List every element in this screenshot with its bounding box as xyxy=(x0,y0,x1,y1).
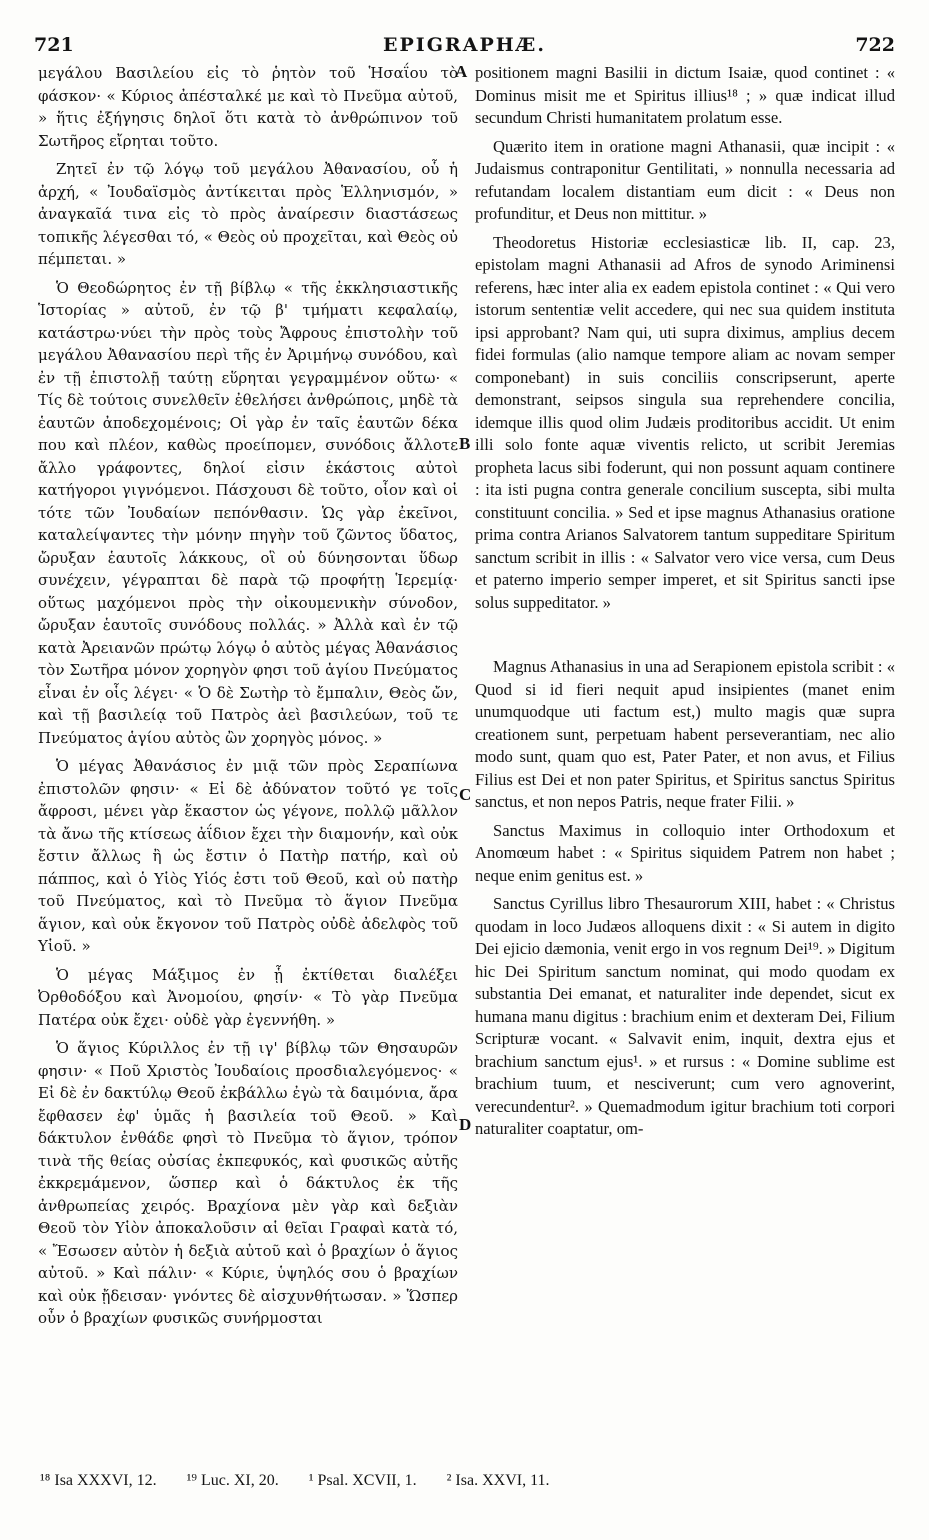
margin-letter-b: B xyxy=(459,434,471,453)
greek-paragraph: Ὁ μέγας Μάξιμος ἐν ᾗ ἐκτίθεται διαλέξει Ὀρθοδόξου καὶ Ἀνομοίου, φησίν· « Τὸ γὰρ Πνεῦμα Πατέρα οὐκ ἔχει· οὐδὲ γὰρ ἐγεννήθη. » xyxy=(38,965,458,1029)
footnote: ² Isa. XXVI, 11. xyxy=(446,1472,550,1489)
page-number-right: 722 xyxy=(855,34,895,56)
page-header xyxy=(34,34,895,64)
latin-paragraph: Theodoretus Historiæ ecclesiasticæ lib. II, cap. 23, epistolam magni Athanasii ad Afros de synodo Ariminensi referens, hæc inter alia ex eadem epistola continet : « Qui vero istorum sententiæ velit accedere, qui nec sua quidem instituta ipsi approbant? Nam qui, uti supra diximus, amplius decem fidei formulas (alio namque tempore aliam ac novam semper componebant) in suis conciliis conscripserunt, aperte demonstrant, seipsos singula sua reprehendere concilia, idemque illis quod olim Judæis proditoribus accidit. Ut enim illi solo fonte aquæ viventis relicto, ut scribit Jeremias propheta lacus sibi foderunt, qui non possunt aquam continere : ita isti pugna contra generale concilium suscepta, sibi multa constituunt concilia. » Sed et ipse magnus Athanasius oratione prima contra Arianos Salvatorem tantum suppeditare Spiritum sanctum scribit in illis : « Salvator vero vice versa, cum Deus et paterno imperio semper imperet, et sit Spiritus sancti ipse solus suppeditator. » xyxy=(475,232,895,612)
greek-paragraph: Ὁ μέγας Ἀθανάσιος ἐν μιᾷ τῶν πρὸς Σεραπίωνα ἐπιστολῶν φησιν· « Εἰ δὲ ἀδύνατον τοῦτό γε τοῖς ἄφροσι, μένει γὰρ ἕκαστον ὡς γέγονε, πολλῷ μᾶλλον τὰ ἄνω τῆς κτίσεως ἀΐδιον ἔχει τὴν διαμονήν, καὶ οὐκ ἔστιν ἄλλως ἢ ὡς ἔστιν ὁ Πατὴρ πατήρ, καὶ οὐ πάππος, καὶ ὁ Υἱὸς Υἱός ἐστι τοῦ Θεοῦ, καὶ οὐ πατὴρ τοῦ Πνεύματος, καὶ τὸ Πνεῦμα τὸ ἅγιον Πνεῦμα ἅγιον, καὶ οὐκ ἔκγονον τοῦ Πατρὸς οὐδὲ ἀδελφὸς τοῦ Υἱοῦ. » xyxy=(38,757,458,955)
latin-paragraph: Quærito item in oratione magni Athanasii, quæ incipit : « Judaismus contraponitur Gentilitati, » nonnulla necessaria ad refutandam localem distantiam eum dicit : « Deus non profunditur, et Deus non mittitur. » xyxy=(475,136,895,223)
footnotes xyxy=(40,1472,889,1490)
greek-paragraph: Ὁ ἅγιος Κύριλλος ἐν τῇ ιγ' βίβλῳ τῶν Θησαυρῶν φησιν· « Ποῦ Χριστὸς Ἰουδαίοις προσδιαλεγόμενος· « Εἰ δὲ ἐν δακτύλῳ Θεοῦ ἐκβάλλω ἐγὼ τὰ δαιμόνια, ἄρα ἔφθασεν ἐφ' ὑμᾶς ἡ βασιλεία τοῦ Θεοῦ. » Καὶ δάκτυλον ἐνθάδε φησὶ τὸ Πνεῦμα τὸ ἅγιον, τρόπον τινὰ τῆς θείας οὐσίας ἐκπεφυκός, καὶ φυσικῶς αὐτῆς ἐκκρεμάμενον, ὥσπερ καὶ ὁ δάκτυλος ἐκ τῆς ἀνθρωπείας χειρός. Βραχίονα μὲν γὰρ καὶ δεξιὰν Θεοῦ τὸν Υἱὸν ἀποκαλοῦσιν αἱ θεῖαι Γραφαὶ κατὰ τό, « Ἔσωσεν αὐτὸν ἡ δεξιὰ αὐτοῦ καὶ ὁ βραχίων ὁ ἅγιος αὐτοῦ. » Καὶ πάλιν· « Κύριε, ὑψηλός σου ὁ βραχίων καὶ οὐκ ᾔδεισαν· γνόντες δὲ αἰσχυνθήτωσαν. » Ὥσπερ οὖν ὁ βραχίων φυσικῶς συνήρμοσται xyxy=(38,1039,458,1327)
greek-column xyxy=(38,62,458,1336)
latin-paragraph: positionem magni Basilii in dictum Isaiæ, quod continet : « Dominus misit me et Spiritus illius¹⁸ ; » quæ indicat illud secundum Christi humanitatem prolatum esse. xyxy=(475,63,895,127)
margin-letter-c: C xyxy=(459,785,472,804)
footnote: ¹⁸ Isa XXXVI, 12. xyxy=(40,1472,157,1489)
margin-letter-a: A xyxy=(455,62,468,81)
latin-paragraph: Sanctus Maximus in colloquio inter Orthodoxum et Anomœum habet : « Spiritus siquidem Patrem non habet ; neque enim genitus est. » xyxy=(475,820,895,885)
page-number-left: 721 xyxy=(34,34,74,56)
greek-paragraph: Ὁ Θεοδώρητος ἐν τῇ βίβλῳ « τῆς ἐκκλησιαστικῆς Ἱστορίας » αὐτοῦ, ἐν τῷ β' τμήματι κεφαλαίῳ, κατάστρω·νύει τὴν πρὸς τοὺς Ἄφρους ἐπιστολὴν τοῦ μεγάλου Ἀθανασίου περὶ τῆς ἐν Ἀριμήνῳ συνόδου, καὶ ἐν τῇ ἐπιστολῇ ταύτῃ εὕρηται γεγραμμένον οὕτω· « Τίς δὲ τούτοις συνελθεῖν ἐθελήσει ἀνθρώποις, μηδὲ τὰ ἑαυτῶν ἀποδεχομένοις; Οἱ γὰρ ἐν ταῖς ἑαυτῶν δέκα που καὶ πλέον, καθὼς προείπομεν, συνόδοις ἄλλοτε ἄλλο γράφοντες, δηλοί εἰσιν ἑκάστοις αὐτοὶ κατήγοροι γιγνόμενοι. Πάσχουσι δὲ τοῦτο, οἷον καὶ οἱ τότε τῶν Ἰουδαίων πεπόνθασιν. Ὡς γὰρ ἐκεῖνοι, καταλείψαντες τὴν μόνην πηγὴν τοῦ ζῶντος ὕδατος, ὤρυξαν ἑαυτοῖς λάκκους, οἳ οὐ δύνησονται ὕδωρ συνέχειν, γέγραπται δὲ παρὰ τῷ προφήτῃ Ἱερεμίᾳ· οὕτως μαχόμενοι πρὸς τὴν οἰκουμενικὴν σύνοδον, ὤρυξαν ἑαυτοῖς συνόδους πολλάς. » Ἀλλὰ καὶ ἐν τῷ κατὰ Ἀρειανῶν πρώτῳ λόγῳ ὁ αὐτὸς μέγας Ἀθανάσιος τὸν Σωτῆρα μόνον χορηγὸν φησι τοῦ ἁγίου Πνεύματος εἶναι ἐν οἷς λέγει· « Ὁ δὲ Σωτὴρ τὸ ἔμπαλιν, Θεὸς ὤν, καὶ τῇ βασιλείᾳ τοῦ Πατρὸς ἀεὶ βασιλεύων, τοῦ τε Πνεύματος ἁγίου αὐτὸς ὢν χορηγὸς μόνος. » xyxy=(38,278,458,747)
running-title: EPIGRAPHÆ. xyxy=(383,34,546,56)
latin-paragraph: Magnus Athanasius in una ad Serapionem epistola scribit : « Quod si id fieri nequit apud insipientes (manet enim unumquodque uti factum est,) multo magis quæ supra creationem sunt, perpetuam habent perseverantiam, nec alio modo sunt, quam quo est, Pater Pater, et non avus, et Filius Filius est Dei et non pater Spiritus, et Spiritus sanctus Spiritus sanctus, et non nepos Patris, neque frater Filii. » xyxy=(475,657,895,811)
footnote: ¹⁹ Luc. XI, 20. xyxy=(186,1472,279,1489)
greek-paragraph: Ζητεῖ ἐν τῷ λόγῳ τοῦ μεγάλου Ἀθανασίου, οὗ ἡ ἀρχή, « Ἰουδαϊσμὸς ἀντίκειται πρὸς Ἑλληνισμόν, » ἀναγκαῖά τινα εἰς τὸ πρὸς ἀναίρεσιν διαστάσεως τοπικῆς λέγεσθαι τό, « Θεὸς οὐ προχεῖται, καὶ Θεὸς οὐ πέμπεται. » xyxy=(38,160,458,268)
latin-column xyxy=(475,62,895,1147)
latin-paragraph: Sanctus Cyrillus libro Thesaurorum XIII, habet : « Christus quodam in loco Judæos alloquens dixit : « Si autem in digito Dei ejicio dæmonia, venit ergo in vos regnum Dei¹⁹. » Digitum hic Dei Spiritum sanctum nominat, qui modo quodam ex substantia Dei emanat, et naturaliter inde dependet, sicut ex humana manu digitus : brachium enim et dexteram Dei, Filium Scripturæ vocant. « Salvavit enim, inquit, dextra ejus et brachium sanctum ejus¹. » et rursus : « Domine sublime est brachium tuum, et nesciverunt; cum vero agnoverint, verecundentur². » Quemadmodum igitur brachium toti corpori naturaliter coaptatur, om- xyxy=(475,894,895,1138)
column-gap xyxy=(475,620,895,656)
greek-paragraph: μεγάλου Βασιλείου εἰς τὸ ῥητὸν τοῦ Ἡσαΐου τὸ φάσκον· « Κύριος ἀπέσταλκέ με καὶ τὸ Πνεῦμα αὐτοῦ, » ἥτις ἐξήγησις δηλοῖ ὅτι κατὰ τὸ ἀνθρώπινον τοῦ Σωτῆρος εἴρηται τοῦτο. xyxy=(38,64,458,150)
footnote: ¹ Psal. XCVII, 1. xyxy=(308,1472,417,1489)
margin-letter-d: D xyxy=(459,1115,472,1134)
